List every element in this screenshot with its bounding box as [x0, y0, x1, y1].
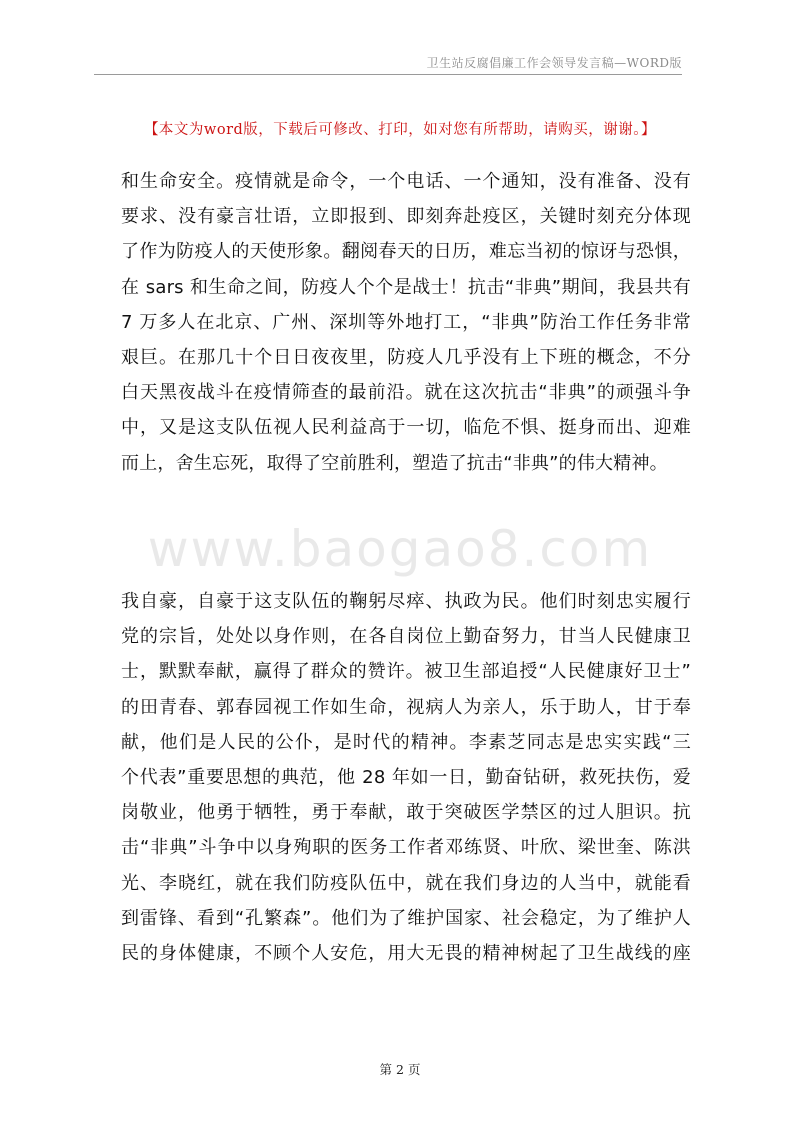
text-line: 光、李晓红，就在我们防疫队伍中，就在我们身边的人当中，就能看 — [121, 872, 691, 894]
paragraph-1 — [121, 164, 691, 481]
page-header — [94, 52, 682, 75]
text-line: 到雷锋、看到“孔繁森”。他们为了维护国家、社会稳定，为了维护人 — [121, 907, 691, 929]
text-line: 了作为防疫人的天使形象。翻阅春天的日历，难忘当初的惊讶与恐惧， — [121, 241, 691, 263]
text-line: 中，又是这支队伍视人民利益高于一切，临危不惧、挺身而出、迎难 — [121, 417, 691, 439]
text-line: 而上，舍生忘死，取得了空前胜利，塑造了抗击“非典”的伟大精神。 — [121, 452, 668, 474]
purchase-notice: 【本文为word版，下载后可修改、打印，如对您有所帮助，请购买，谢谢。】 — [143, 122, 657, 138]
text-line: 7 万多人在北京、广州、深圳等外地打工，“非典”防治工作任务非常 — [121, 311, 691, 333]
text-line: 的田青春、郭春园视工作如生命，视病人为亲人，乐于助人，甘于奉 — [121, 696, 691, 718]
text-line: 民的身体健康，不顾个人安危，用大无畏的精神树起了卫生战线的座 — [121, 943, 691, 965]
text-line: 个代表”重要思想的典范，他 28 年如一日，勤奋钻研，救死扶伤，爱 — [121, 767, 691, 789]
watermark: www.baogao8.com — [147, 520, 653, 578]
text-line: 白天黑夜战斗在疫情筛查的最前沿。就在这次抗击“非典”的顽强斗争 — [121, 382, 691, 404]
text-line: 党的宗旨，处处以身作则，在各自岗位上勤奋努力，甘当人民健康卫 — [121, 626, 691, 648]
document-title: 卫生站反腐倡廉工作会领导发言稿—WORD版 — [426, 56, 682, 70]
text-line: 和生命安全。疫情就是命令，一个电话、一个通知，没有准备、没有 — [121, 171, 691, 192]
text-line: 士，默默奉献，赢得了群众的赞许。被卫生部追授“人民健康好卫士” — [121, 661, 691, 683]
page-number: 第 2 页 — [379, 1062, 421, 1077]
text-line: 献，他们是人民的公仆，是时代的精神。李素芝同志是忠实实践“三 — [121, 731, 691, 753]
text-line: 艰巨。在那几十个日日夜夜里，防疫人几乎没有上下班的概念，不分 — [121, 347, 691, 369]
text-line: 在 sars 和生命之间，防疫人个个是战士！抗击“非典”期间，我县共有 — [121, 276, 691, 298]
text-line: 要求、没有豪言壮语，立即报到、即刻奔赴疫区，关键时刻充分体现 — [121, 206, 691, 228]
text-line: 我自豪，自豪于这支队伍的鞠躬尽瘁、执政为民。他们时刻忠实履行 — [121, 591, 691, 612]
text-line: 岗敬业，他勇于牺牲，勇于奉献，敢于突破医学禁区的过人胆识。抗 — [121, 802, 691, 824]
text-line: 击“非典”斗争中以身殉职的医务工作者邓练贤、叶欣、梁世奎、陈洪 — [121, 837, 691, 859]
paragraph-2 — [121, 584, 691, 971]
